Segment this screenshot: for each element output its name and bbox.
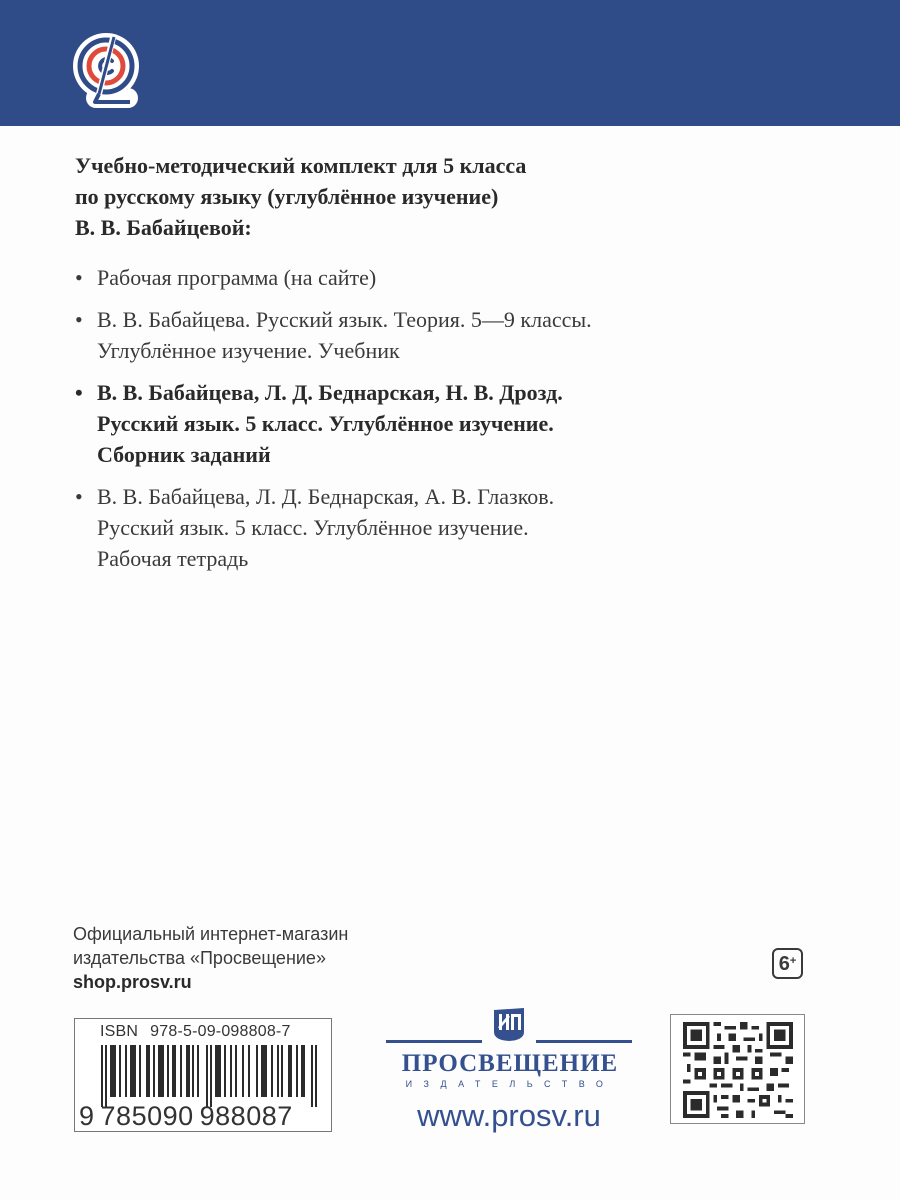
kit-heading-line: по русскому языку (углублённое изучение) xyxy=(75,184,499,209)
qr-code-icon[interactable] xyxy=(683,1022,793,1118)
header-band xyxy=(0,0,900,126)
ean-group-2: 988087 xyxy=(199,1101,293,1131)
divider xyxy=(386,1040,482,1043)
age-rating-badge xyxy=(772,948,803,979)
publisher-subtitle: ИЗДАТЕЛЬСТВО xyxy=(405,1079,615,1089)
bullet-icon: • xyxy=(75,265,83,290)
kit-item-task-collection xyxy=(75,377,835,470)
kit-heading xyxy=(75,150,775,243)
item-line: Рабочая тетрадь xyxy=(97,546,249,571)
item-line: Углублённое изучение. Учебник xyxy=(97,338,400,363)
isbn-line xyxy=(100,1023,291,1041)
item-line: В. В. Бабайцева, Л. Д. Беднарская, А. В. Глазков. xyxy=(97,484,555,509)
ean-first-digit: 9 xyxy=(79,1101,95,1131)
kit-heading-line: Учебно-методический комплект для 5 класса xyxy=(75,153,527,178)
bullet-icon: • xyxy=(75,380,83,405)
ean-digits xyxy=(79,1101,293,1132)
barcode-icon xyxy=(101,1045,319,1107)
series-logo-icon xyxy=(64,28,150,114)
isbn-barcode-block xyxy=(74,1018,332,1132)
shop-info xyxy=(73,922,348,994)
shop-line: Официальный интернет-магазин xyxy=(73,924,349,944)
bullet-icon: • xyxy=(75,484,83,509)
kit-heading-line: В. В. Бабайцевой: xyxy=(75,215,252,240)
item-line: В. В. Бабайцева. Русский язык. Теория. 5—9 классы. xyxy=(97,307,592,332)
item-line: Русский язык. 5 класс. Углублённое изучение. xyxy=(97,411,554,436)
kit-items-list xyxy=(75,262,835,585)
ean-group-1: 785090 xyxy=(100,1101,194,1131)
shop-url-link[interactable]: shop.prosv.ru xyxy=(73,972,192,992)
age-rating-value: 6 xyxy=(778,953,790,975)
kit-item-work-program xyxy=(75,262,835,293)
item-line: Русский язык. 5 класс. Углублённое изучение. xyxy=(97,515,529,540)
shop-line: издательства «Просвещение» xyxy=(73,948,326,968)
bullet-icon: • xyxy=(75,307,83,332)
isbn-number: 978-5-09-098808-7 xyxy=(150,1023,291,1040)
item-line: Сборник заданий xyxy=(97,442,271,467)
qr-code-block xyxy=(670,1014,805,1124)
publisher-website-link[interactable]: www.prosv.ru xyxy=(417,1098,601,1133)
item-line: В. В. Бабайцева, Л. Д. Беднарская, Н. В. Дрозд. xyxy=(97,380,563,405)
publisher-emblem-icon xyxy=(490,1006,528,1042)
age-rating-plus: + xyxy=(789,955,797,967)
isbn-label: ISBN xyxy=(100,1023,139,1040)
divider xyxy=(536,1040,632,1043)
kit-item-textbook xyxy=(75,304,835,366)
publisher-logo-block xyxy=(384,1006,634,1146)
kit-item-workbook xyxy=(75,481,835,574)
item-line: Рабочая программа (на сайте) xyxy=(97,265,377,290)
publisher-name: ПРОСВЕЩЕНИЕ xyxy=(401,1050,619,1077)
